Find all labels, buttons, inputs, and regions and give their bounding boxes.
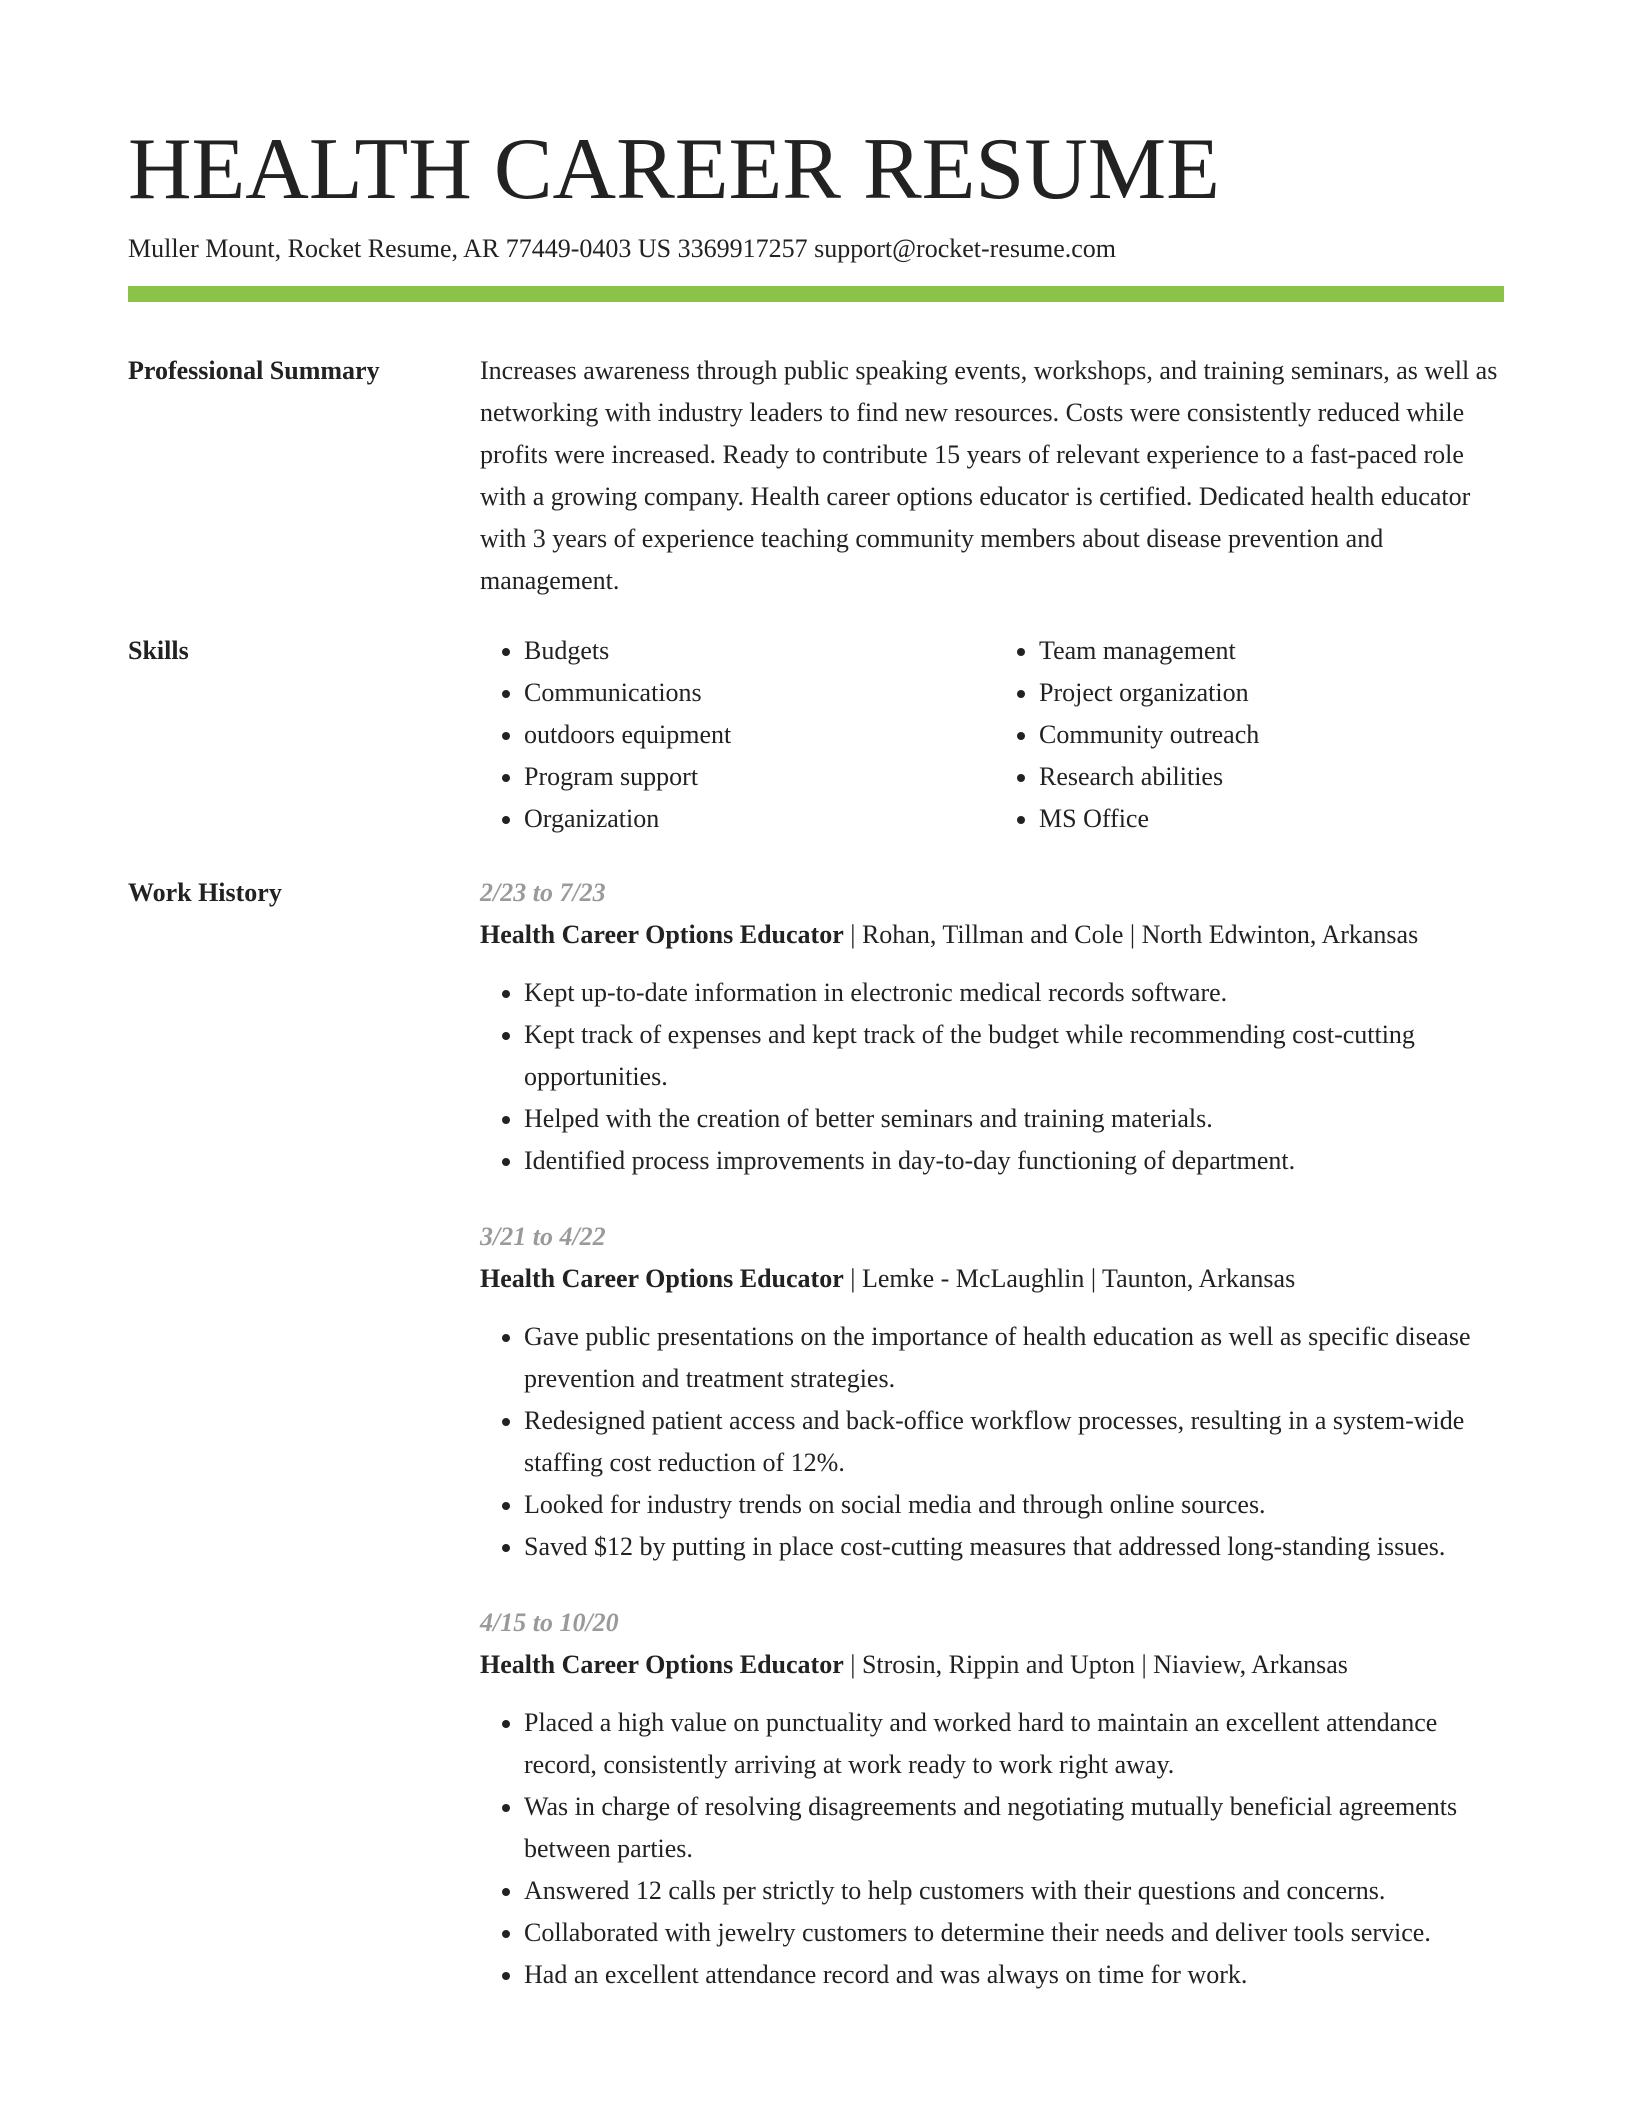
work-history-body [480, 872, 1510, 2030]
summary-text: Increases awareness through public speaking events, workshops, and training seminars, as well as networking with industry leaders to find new resources. Costs were consistently reduced while profits were increased. Ready to contribute 15 years of relevant experience to a fast-paced role with a growing company. Health career options educator is certified. Dedicated health educator with 3 years of experience teaching community members about disease prevention and management. [480, 356, 1498, 595]
skills-list-right [995, 630, 1510, 840]
job-bullet: • Redesigned patient access and back-office workflow processes, resulting in a system-wide staffing cost reduction of 12%. [524, 1400, 1510, 1484]
job-title: Health Career Options Educator [480, 1650, 844, 1679]
job-bullet: • Helped with the creation of better seminars and training materials. [524, 1098, 1510, 1140]
job-bullet: • Kept up-to-date information in electronic medical records software. [524, 972, 1510, 1014]
skill-item: • Research abilities [1039, 756, 1510, 798]
job-bullet-list [480, 1702, 1510, 1996]
job-bullet: • Answered 12 calls per strictly to help customers with their questions and concerns. [524, 1870, 1510, 1912]
header-divider [128, 286, 1504, 302]
job-bullet: • Looked for industry trends on social media and through online sources. [524, 1484, 1510, 1526]
job-details: | Strosin, Rippin and Upton | Niaview, Arkansas [843, 1650, 1348, 1679]
skill-item: • Budgets [524, 630, 995, 672]
skills-list-left [480, 630, 995, 840]
job-entry [480, 1602, 1510, 1996]
summary-label: Professional Summary [128, 356, 380, 385]
skill-item: • Communications [524, 672, 995, 714]
job-date: 2/23 to 7/23 [480, 878, 606, 907]
job-bullet: • Collaborated with jewelry customers to determine their needs and deliver tools service. [524, 1912, 1510, 1954]
skill-item: • MS Office [1039, 798, 1510, 840]
skill-item: • Community outreach [1039, 714, 1510, 756]
skill-item: • Program support [524, 756, 995, 798]
job-entry [480, 872, 1510, 1182]
job-details: | Rohan, Tillman and Cole | North Edwinton, Arkansas [843, 920, 1419, 949]
job-bullet: • Placed a high value on punctuality and worked hard to maintain an excellent attendance record, consistently arriving at work ready to work right away. [524, 1702, 1510, 1786]
job-bullet-list [480, 972, 1510, 1182]
job-title: Health Career Options Educator [480, 1264, 844, 1293]
summary-body [480, 350, 1510, 602]
job-bullet: • Was in charge of resolving disagreements and negotiating mutually beneficial agreements between parties. [524, 1786, 1510, 1870]
job-bullet: • Had an excellent attendance record and was always on time for work. [524, 1954, 1510, 1996]
resume-title: HEALTH CAREER RESUME [128, 121, 1220, 218]
skills-columns [480, 630, 1510, 840]
job-date: 3/21 to 4/22 [480, 1222, 606, 1251]
job-heading [480, 1644, 1510, 1686]
skill-item: • Project organization [1039, 672, 1510, 714]
job-entry [480, 1216, 1510, 1568]
job-bullet: • Saved $12 by putting in place cost-cutting measures that addressed long-standing issues. [524, 1526, 1510, 1568]
skill-item: • Organization [524, 798, 995, 840]
skills-label: Skills [128, 636, 189, 665]
job-title: Health Career Options Educator [480, 920, 844, 949]
contact-line: Muller Mount, Rocket Resume, AR 77449-0403 US 3369917257 support@rocket-resume.com [128, 234, 1116, 263]
job-details: | Lemke - McLaughlin | Taunton, Arkansas [843, 1264, 1296, 1293]
job-bullet: • Kept track of expenses and kept track of the budget while recommending cost-cutting opportunities. [524, 1014, 1510, 1098]
job-date: 4/15 to 10/20 [480, 1608, 619, 1637]
job-bullet: • Identified process improvements in day-to-day functioning of department. [524, 1140, 1510, 1182]
job-heading [480, 914, 1510, 956]
skill-item: • Team management [1039, 630, 1510, 672]
job-heading [480, 1258, 1510, 1300]
skill-item: • outdoors equipment [524, 714, 995, 756]
job-bullet: • Gave public presentations on the importance of health education as well as specific disease prevention and treatment strategies. [524, 1316, 1510, 1400]
job-bullet-list [480, 1316, 1510, 1568]
skills-body [480, 630, 1510, 840]
work-history-label: Work History [128, 878, 282, 907]
